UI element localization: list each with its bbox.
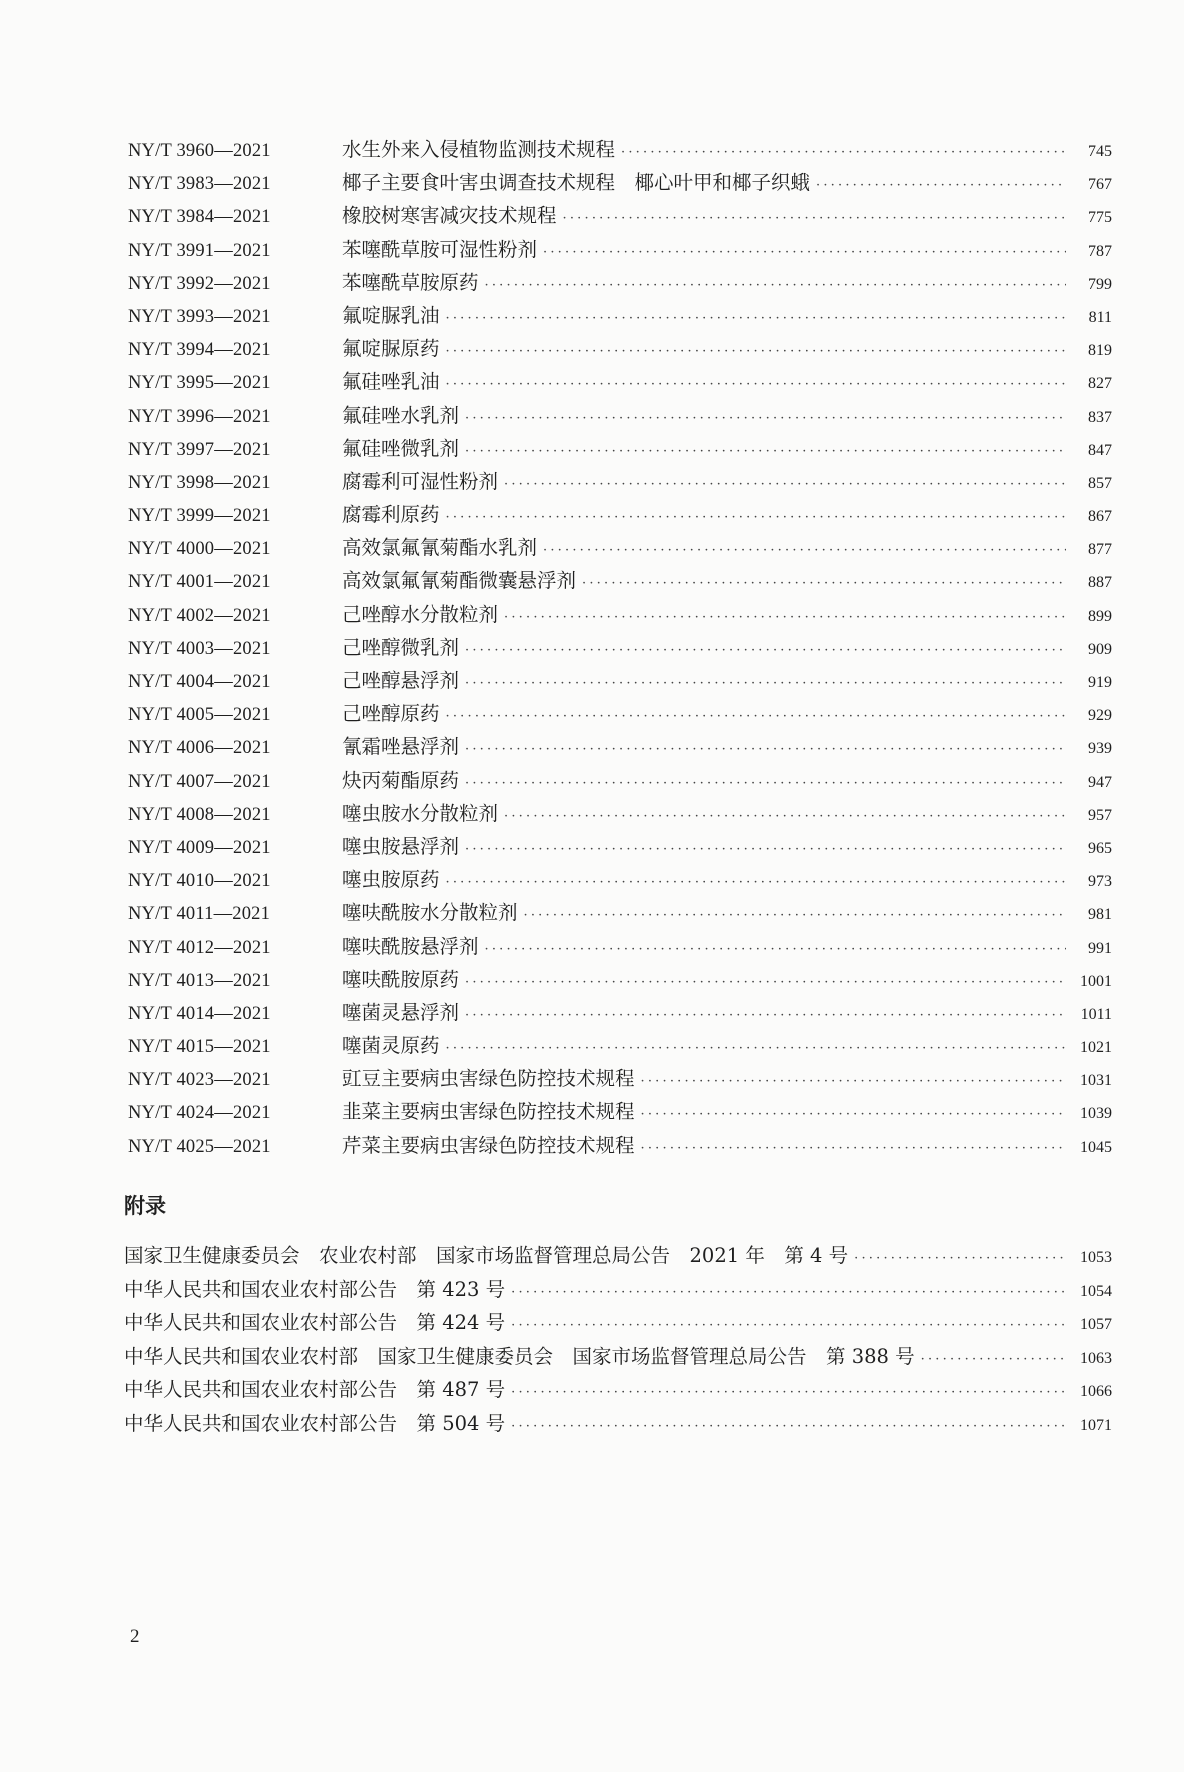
page-number: 767	[1088, 176, 1112, 194]
standard-code: NY/T 3995—2021	[128, 373, 271, 394]
standard-code: NY/T 4004—2021	[128, 672, 271, 692]
entry-title: 噻呋酰胺悬浮剂	[342, 934, 479, 958]
entry-title: 噻菌灵悬浮剂	[342, 1000, 460, 1024]
leader-dots	[446, 510, 1066, 525]
toc-entry[interactable]	[128, 1030, 1112, 1063]
page-number: 867	[1088, 508, 1112, 526]
entry-title: 高效氯氟氰菊酯微囊悬浮剂	[342, 569, 577, 593]
leader-dots	[854, 1251, 1066, 1266]
toc-entry[interactable]	[128, 333, 1112, 366]
page-number: 1066	[1080, 1383, 1112, 1400]
leader-dots	[446, 344, 1066, 359]
leader-dots	[511, 1419, 1066, 1434]
appendix-entry[interactable]	[124, 1374, 1112, 1408]
entry-title: 氰霜唑悬浮剂	[342, 735, 460, 759]
standard-code: NY/T 4008—2021	[128, 804, 271, 825]
page-number: 1011	[1080, 1005, 1112, 1023]
leader-dots	[816, 178, 1066, 193]
standard-code: NY/T 4014—2021	[128, 1003, 271, 1024]
entry-title: 己唑醇微乳剂	[342, 635, 460, 659]
toc-list	[128, 134, 1112, 1163]
toc-entry[interactable]	[128, 499, 1112, 532]
page-number: 1021	[1080, 1039, 1112, 1057]
page-number: 799	[1088, 275, 1112, 293]
page-number: 1001	[1080, 972, 1112, 990]
toc-entry[interactable]	[128, 366, 1112, 399]
toc-entry[interactable]	[128, 931, 1112, 964]
entry-title: 氟硅唑水乳剂	[342, 403, 460, 427]
entry-title: 氟硅唑乳油	[342, 370, 440, 394]
page-number: 1054	[1080, 1282, 1112, 1300]
standard-code: NY/T 3983—2021	[128, 174, 271, 195]
toc-entry[interactable]	[128, 765, 1112, 798]
appendix-entry[interactable]	[124, 1341, 1112, 1375]
leader-dots	[504, 610, 1066, 625]
toc-entry[interactable]	[128, 532, 1112, 565]
standard-code: NY/T 3997—2021	[128, 439, 271, 460]
standard-code: NY/T 4025—2021	[128, 1136, 271, 1157]
standard-code: NY/T 3960—2021	[128, 141, 271, 161]
page-number: 1053	[1080, 1249, 1112, 1266]
leader-dots	[465, 676, 1066, 691]
entry-title: 氟啶脲原药	[342, 337, 440, 361]
page-number: 837	[1088, 408, 1112, 426]
standard-code: NY/T 4002—2021	[128, 605, 271, 626]
toc-entry[interactable]	[128, 167, 1112, 200]
standard-code: NY/T 4013—2021	[128, 970, 271, 991]
page-number: 991	[1088, 939, 1112, 957]
toc-entry[interactable]	[128, 599, 1112, 632]
standard-code: NY/T 4005—2021	[128, 705, 271, 726]
page-number: 909	[1088, 640, 1112, 658]
page-number: 877	[1088, 541, 1112, 559]
appendix-heading: 附录	[124, 1193, 166, 1218]
toc-entry[interactable]	[128, 831, 1112, 864]
page-number: 887	[1088, 574, 1112, 592]
entry-title: 韭菜主要病虫害绿色防控技术规程	[342, 1100, 635, 1124]
entry-title: 椰子主要食叶害虫调查技术规程 椰心叶甲和椰子织蛾	[342, 171, 811, 195]
page-number: 1071	[1080, 1416, 1112, 1434]
toc-entry[interactable]	[128, 864, 1112, 897]
page-number: 939	[1088, 740, 1112, 758]
entry-title: 炔丙菊酯原药	[342, 768, 460, 792]
page-number: 965	[1088, 839, 1112, 857]
leader-dots	[511, 1285, 1066, 1300]
leader-dots	[921, 1352, 1066, 1367]
leader-dots	[446, 1041, 1066, 1056]
leader-dots	[543, 543, 1066, 558]
standard-code: NY/T 4010—2021	[128, 871, 271, 892]
appendix-entry[interactable]	[124, 1274, 1112, 1308]
toc-entry[interactable]	[128, 300, 1112, 333]
standard-code: NY/T 4023—2021	[128, 1070, 271, 1091]
toc-entry[interactable]	[128, 1063, 1112, 1096]
leader-dots	[446, 377, 1066, 392]
entry-title: 芹菜主要病虫害绿色防控技术规程	[342, 1133, 635, 1157]
page-number: 745	[1088, 143, 1112, 160]
page-number: 1057	[1080, 1316, 1112, 1333]
entry-title: 噻呋酰胺原药	[342, 967, 460, 991]
leader-dots	[465, 444, 1066, 459]
page-number: 929	[1088, 707, 1112, 725]
entry-title: 国家卫生健康委员会 农业农村部 国家市场监督管理总局公告 2021 年 第 4 号	[124, 1244, 849, 1267]
standard-code: NY/T 4007—2021	[128, 771, 271, 792]
leader-dots	[446, 709, 1066, 724]
standard-code: NY/T 4001—2021	[128, 572, 271, 593]
entry-title: 豇豆主要病虫害绿色防控技术规程	[342, 1067, 635, 1091]
toc-entry[interactable]	[128, 698, 1112, 731]
leader-dots	[641, 1074, 1066, 1089]
leader-dots	[524, 908, 1066, 923]
entry-title: 氟硅唑微乳剂	[342, 436, 460, 460]
standard-code: NY/T 4006—2021	[128, 738, 271, 759]
standard-code: NY/T 3998—2021	[128, 472, 271, 493]
leader-dots	[446, 875, 1066, 890]
toc-entry[interactable]	[128, 134, 1112, 167]
page-number: 981	[1088, 906, 1112, 924]
standard-code: NY/T 3984—2021	[128, 207, 271, 228]
page-number: 919	[1088, 674, 1112, 691]
standard-code: NY/T 4024—2021	[128, 1103, 271, 1124]
entry-title: 苯噻酰草胺可湿性粉剂	[342, 237, 538, 261]
page-number: 973	[1088, 873, 1112, 891]
entry-title: 苯噻酰草胺原药	[342, 270, 479, 294]
leader-dots	[465, 842, 1066, 857]
leader-dots	[465, 776, 1066, 791]
page-number: 775	[1088, 209, 1112, 227]
leader-dots	[641, 1141, 1066, 1156]
appendix-entry[interactable]	[124, 1408, 1112, 1442]
standard-code: NY/T 3993—2021	[128, 306, 271, 327]
leader-dots	[465, 975, 1066, 990]
entry-title: 己唑醇水分散粒剂	[342, 602, 499, 626]
appendix-entry[interactable]	[124, 1307, 1112, 1341]
entry-title: 噻虫胺原药	[342, 868, 440, 892]
toc-entry[interactable]	[128, 400, 1112, 433]
standard-code: NY/T 3996—2021	[128, 406, 271, 427]
leader-dots	[465, 643, 1066, 658]
toc-entry[interactable]	[128, 632, 1112, 665]
toc-entry[interactable]	[128, 997, 1112, 1030]
page-number: 957	[1088, 806, 1112, 824]
toc-entry[interactable]	[128, 433, 1112, 466]
leader-dots	[485, 278, 1066, 293]
entry-title: 中华人民共和国农业农村部公告 第 504 号	[124, 1411, 506, 1435]
page-number: 827	[1088, 375, 1112, 393]
toc-entry[interactable]	[128, 665, 1112, 698]
entry-title: 中华人民共和国农业农村部 国家卫生健康委员会 国家市场监督管理总局公告 第 388 号	[124, 1344, 915, 1368]
standard-code: NY/T 4009—2021	[128, 837, 271, 858]
toc-entry[interactable]	[128, 234, 1112, 267]
toc-entry[interactable]	[128, 565, 1112, 598]
entry-title: 腐霉利可湿性粉剂	[342, 469, 499, 493]
standard-code: NY/T 4015—2021	[128, 1037, 271, 1058]
leader-dots	[446, 311, 1066, 326]
toc-entry[interactable]	[128, 897, 1112, 930]
toc-entry[interactable]	[128, 731, 1112, 764]
page-number: 811	[1088, 308, 1112, 326]
page-number: 1063	[1080, 1349, 1112, 1367]
leader-dots	[621, 145, 1066, 160]
entry-title: 噻虫胺水分散粒剂	[342, 801, 499, 825]
page-number: 857	[1088, 474, 1112, 492]
standard-code: NY/T 3992—2021	[128, 273, 271, 294]
standard-code: NY/T 3999—2021	[128, 506, 271, 527]
standard-code: NY/T 3994—2021	[128, 340, 271, 361]
leader-dots	[543, 245, 1066, 260]
leader-dots	[504, 477, 1066, 492]
entry-title: 高效氯氟氰菊酯水乳剂	[342, 536, 538, 560]
page-number: 787	[1088, 242, 1112, 260]
leader-dots	[485, 942, 1066, 957]
appendix-entry[interactable]	[124, 1240, 1112, 1274]
appendix-list	[124, 1240, 1112, 1441]
entry-title: 中华人民共和国农业农村部公告 第 487 号	[124, 1378, 506, 1401]
standard-code: NY/T 4003—2021	[128, 638, 271, 659]
entry-title: 噻虫胺悬浮剂	[342, 834, 460, 858]
leader-dots	[511, 1318, 1066, 1333]
entry-title: 己唑醇悬浮剂	[342, 669, 460, 692]
toc-entry[interactable]	[128, 466, 1112, 499]
standard-code: NY/T 4012—2021	[128, 937, 271, 958]
standard-code: NY/T 4000—2021	[128, 539, 271, 560]
leader-dots	[582, 576, 1066, 591]
footer-page-number: 2	[130, 1626, 140, 1647]
page-number: 899	[1088, 607, 1112, 625]
page-number: 819	[1088, 342, 1112, 360]
entry-title: 氟啶脲乳油	[342, 303, 440, 327]
standard-code: NY/T 4011—2021	[128, 904, 271, 925]
leader-dots	[465, 411, 1066, 426]
toc-entry[interactable]	[128, 200, 1112, 233]
page-number: 1031	[1080, 1072, 1112, 1090]
standard-code: NY/T 3991—2021	[128, 240, 271, 261]
page-number: 1045	[1080, 1138, 1112, 1156]
page-number: 1039	[1080, 1105, 1112, 1123]
toc-entry[interactable]	[128, 1096, 1112, 1129]
leader-dots	[465, 742, 1066, 757]
entry-title: 噻呋酰胺水分散粒剂	[342, 901, 518, 925]
entry-title: 中华人民共和国农业农村部公告 第 424 号	[124, 1311, 506, 1334]
entry-title: 橡胶树寒害减灾技术规程	[342, 204, 557, 228]
entry-title: 噻菌灵原药	[342, 1034, 440, 1058]
toc-entry[interactable]	[128, 964, 1112, 997]
entry-title: 己唑醇原药	[342, 702, 440, 726]
toc-entry[interactable]	[128, 267, 1112, 300]
leader-dots	[465, 1008, 1066, 1023]
leader-dots	[641, 1107, 1066, 1122]
entry-title: 腐霉利原药	[342, 503, 440, 527]
entry-title: 中华人民共和国农业农村部公告 第 423 号	[124, 1277, 506, 1301]
toc-entry[interactable]	[128, 1130, 1112, 1163]
page-number: 847	[1088, 441, 1112, 459]
entry-title: 水生外来入侵植物监测技术规程	[342, 138, 616, 161]
toc-entry[interactable]	[128, 798, 1112, 831]
leader-dots	[511, 1385, 1066, 1400]
leader-dots	[504, 809, 1066, 824]
leader-dots	[563, 211, 1066, 226]
page-number: 947	[1088, 773, 1112, 791]
